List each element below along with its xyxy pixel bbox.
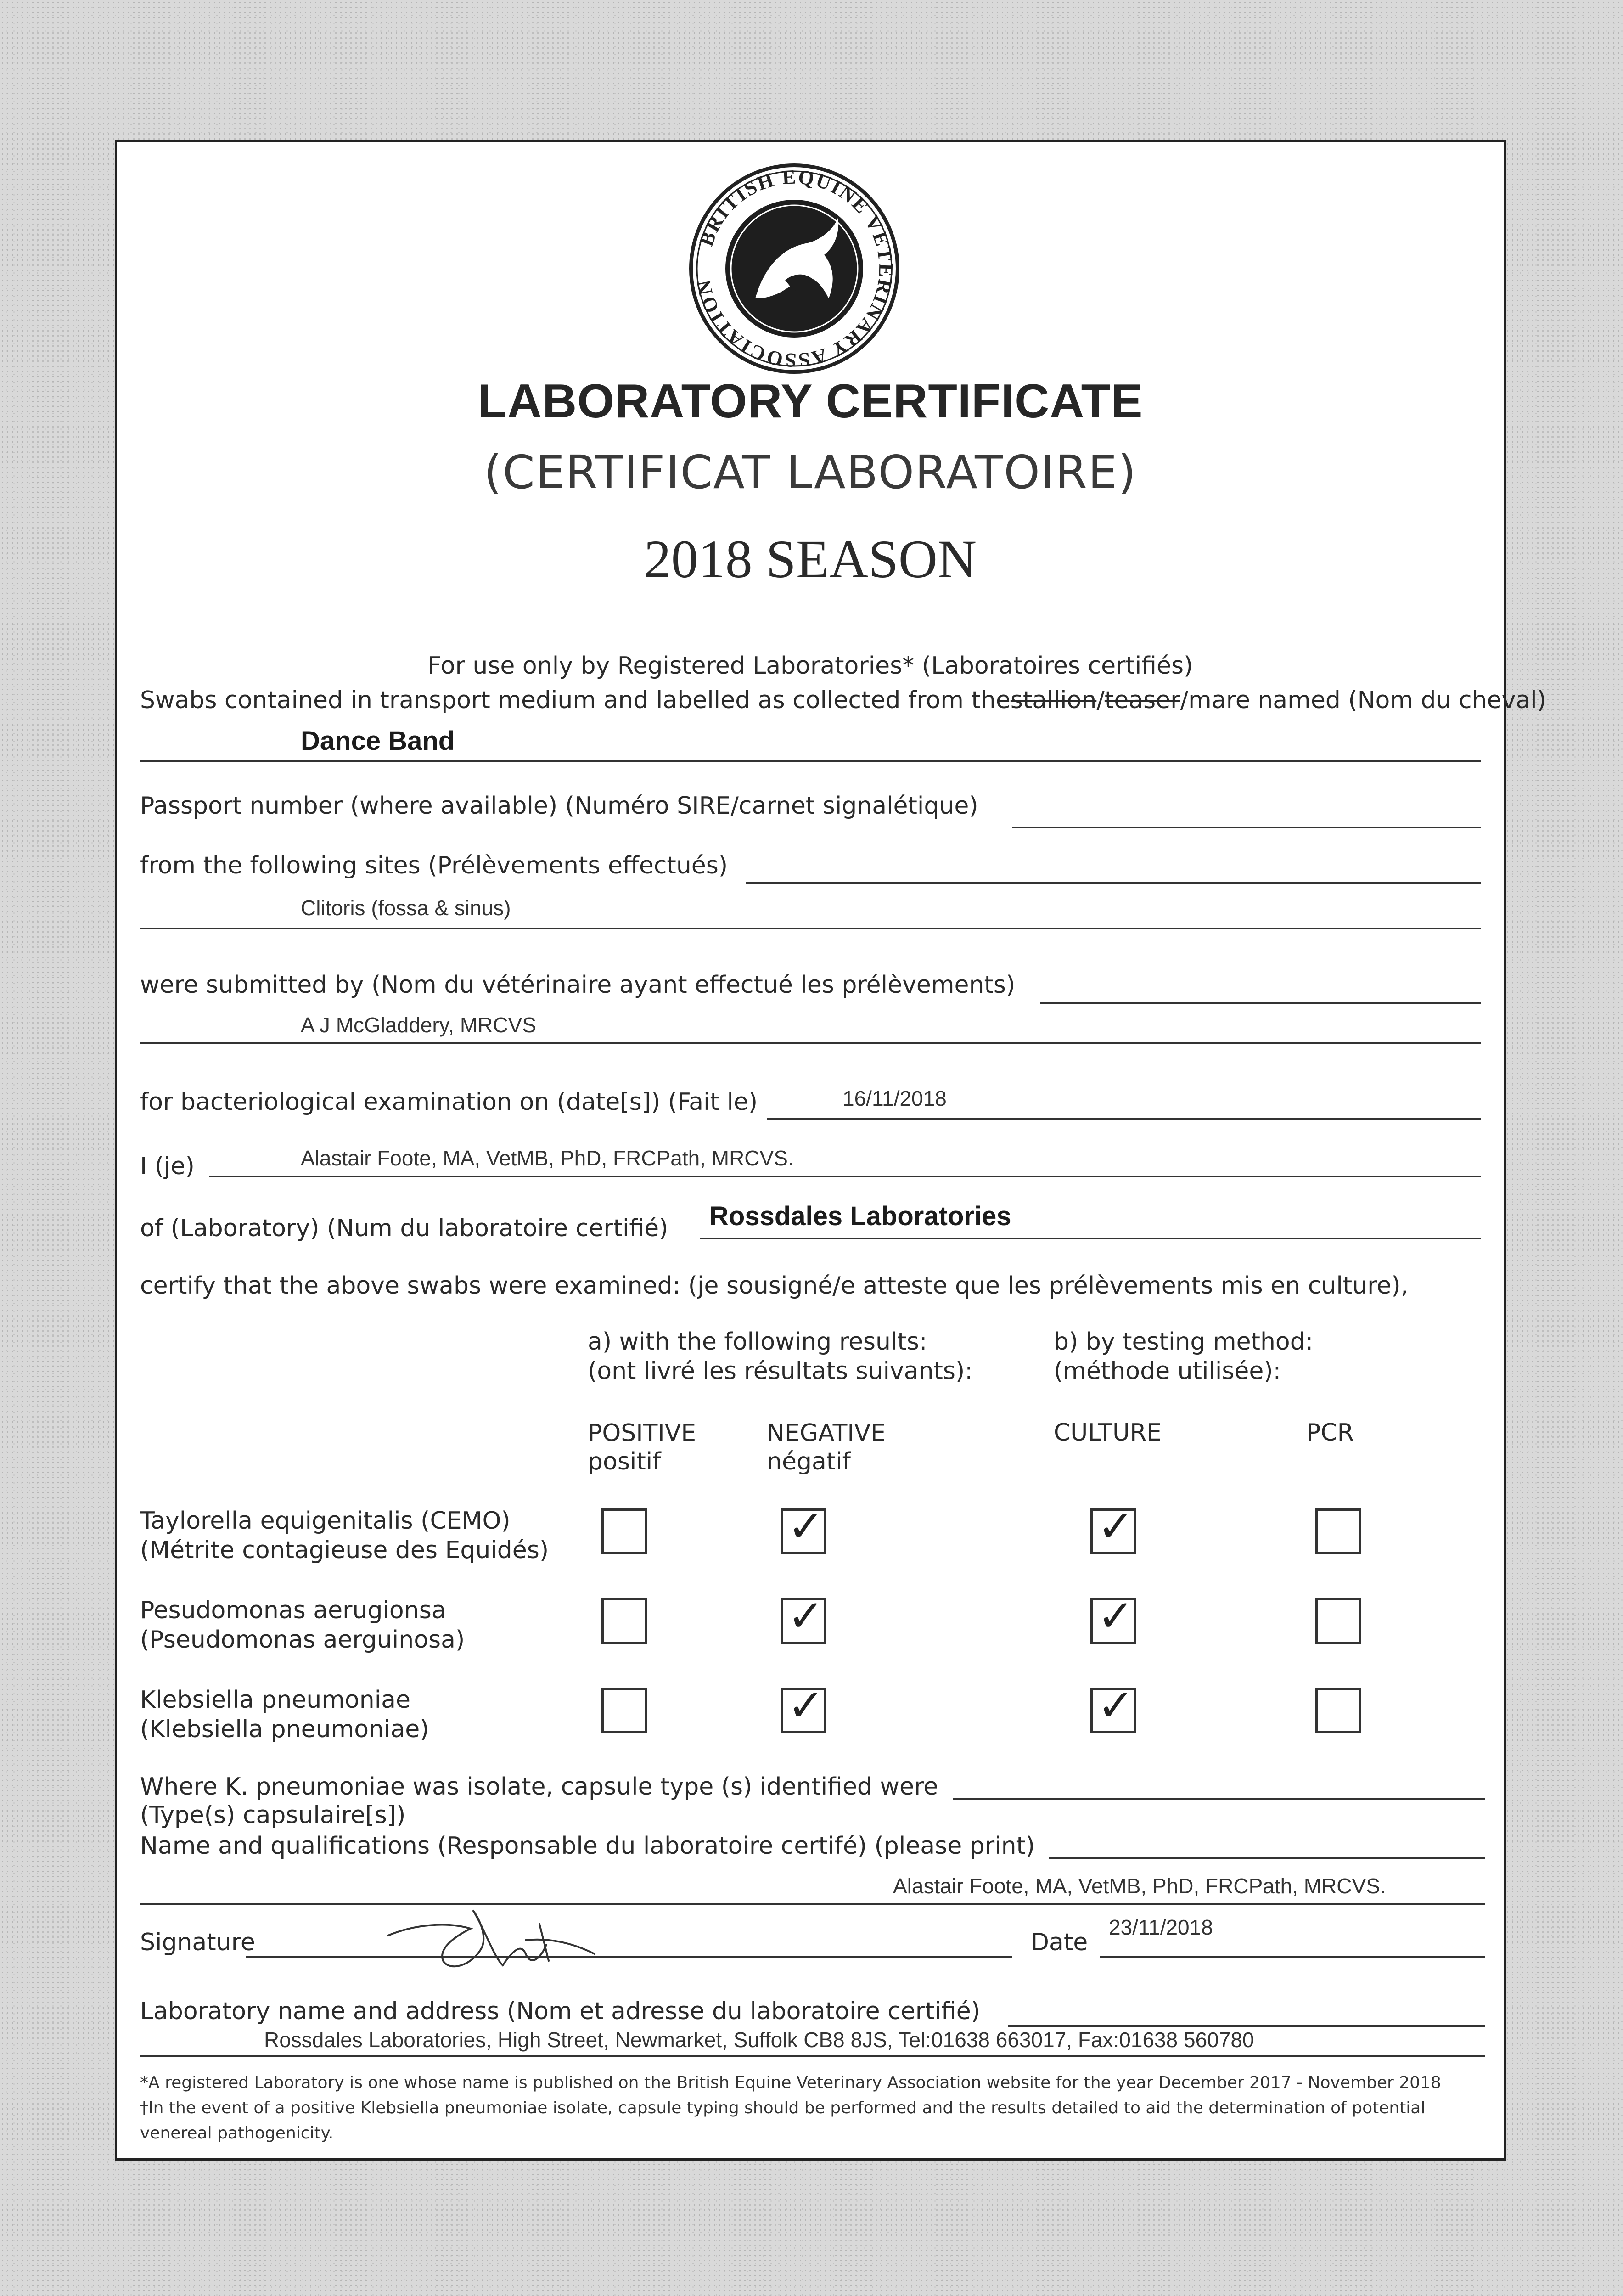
passport-label: Passport number (where available) (Numéro SIRE/carnet signalétique) — [140, 792, 978, 820]
exam-date-line — [767, 1118, 1481, 1120]
checkbox-taylorella-positive[interactable] — [601, 1508, 647, 1554]
result-row-taylorella: Taylorella equigenitalis (CEMO) (Métrite contagieuse des Equidés) — [140, 1507, 549, 1564]
laboratory-line — [700, 1238, 1481, 1239]
checkbox-klebsiella-positive[interactable] — [601, 1688, 647, 1733]
footnote-venereal: venereal pathogenicity. — [140, 2124, 334, 2143]
responsible-value: Alastair Foote, MA, VetMB, PhD, FRCPath, MRCVS. — [893, 1874, 1386, 1898]
season-heading: 2018 SEASON — [644, 529, 977, 589]
responsible-label: Name and qualifications (Responsable du laboratoire certifé) (please print) — [140, 1832, 1035, 1860]
signature-date-label: Date — [1031, 1929, 1088, 1956]
col-positive-header: POSITIVE positif — [588, 1419, 696, 1475]
stallion-struck: stallion — [1010, 687, 1097, 714]
checkmark-icon: ✓ — [1097, 1680, 1134, 1731]
result-row-pseudomonas: Pesudomonas aerugionsa (Pseudomonas aerguinosa) — [140, 1597, 465, 1654]
checkmark-icon: ✓ — [787, 1680, 825, 1731]
lab-address-value: Rossdales Laboratories, High Street, Newmarket, Suffolk CB8 8JS, Tel:01638 663017, Fax:01638 560780 — [264, 2028, 1254, 2052]
horse-name-value: Dance Band — [301, 726, 455, 756]
submitted-by-value: A J McGladdery, MRCVS — [301, 1013, 536, 1037]
capsule-line — [953, 1798, 1485, 1800]
sites-label: from the following sites (Prélèvements effectués) — [140, 852, 728, 879]
checkbox-pseudomonas-culture[interactable] — [1090, 1590, 1136, 1644]
checkbox-taylorella-negative[interactable] — [781, 1501, 826, 1554]
passport-line — [1012, 827, 1481, 828]
checkbox-klebsiella-culture[interactable] — [1090, 1680, 1136, 1733]
sites-line-2 — [140, 928, 1481, 929]
sites-line-1 — [746, 882, 1481, 884]
i-je-line — [209, 1176, 1481, 1177]
signature-line — [246, 1956, 1012, 1958]
signature-date-line — [1100, 1956, 1485, 1958]
horse-name-line — [140, 760, 1481, 762]
submitted-by-line-2 — [140, 1042, 1481, 1044]
intro-line-1: For use only by Registered Laboratories* (Laboratoires certifiés) — [427, 652, 1193, 680]
lab-address-label: Laboratory name and address (Nom et adresse du laboratoire certifié) — [140, 1998, 980, 2025]
checkmark-icon: ✓ — [1097, 1590, 1134, 1642]
result-row-klebsiella: Klebsiella pneumoniae (Klebsiella pneumoniae) — [140, 1686, 429, 1743]
laboratory-value: Rossdales Laboratories — [709, 1201, 1011, 1231]
footnote-klebsiella: †In the event of a positive Klebsiella pneumoniae isolate, capsule typing should be performed and the results detailed to aid the determination of potential — [140, 2099, 1426, 2117]
checkbox-pseudomonas-positive[interactable] — [601, 1598, 647, 1644]
footnote-registered-lab: *A registered Laboratory is one whose name is published on the British Equine Veterinary Association website for the year December 2017 - November 2018 — [140, 2073, 1441, 2092]
i-je-value: Alastair Foote, MA, VetMB, PhD, FRCPath, MRCVS. — [301, 1146, 794, 1170]
submitted-by-label: were submitted by (Nom du vétérinaire ayant effectué les prélèvements) — [140, 971, 1016, 999]
responsible-line-1 — [1049, 1857, 1485, 1859]
checkmark-icon: ✓ — [1097, 1501, 1134, 1552]
checkbox-pseudomonas-pcr[interactable] — [1315, 1598, 1361, 1644]
intro-line-2: Swabs contained in transport medium and labelled as collected from thestallion/teaser/mare named (Nom du cheval) — [140, 687, 1546, 714]
signature-label: Signature — [140, 1929, 255, 1956]
beva-seal-logo — [686, 161, 902, 377]
responsible-line-2 — [140, 1903, 1485, 1905]
handwritten-signature — [374, 1892, 604, 1984]
exam-date-label: for bacteriological examination on (date[s]) (Fait le) — [140, 1088, 758, 1116]
svg-text:BRITISH EQUINE VETERINARY ASSO: BRITISH EQUINE VETERINARY ASSOCIATION — [692, 165, 898, 372]
lab-address-line-2 — [140, 2055, 1485, 2057]
capsule-label: Where K. pneumoniae was isolate, capsule type (s) identified were (Type(s) capsulaire[s]) — [140, 1773, 938, 1829]
checkbox-pseudomonas-negative[interactable] — [781, 1590, 826, 1644]
title: LABORATORY CERTIFICATE — [477, 375, 1143, 428]
checkmark-icon: ✓ — [787, 1590, 825, 1642]
checkbox-taylorella-culture[interactable] — [1090, 1501, 1136, 1554]
certify-statement: certify that the above swabs were examined: (je sousigné/e atteste que les prélèvements mis en culture), — [140, 1272, 1409, 1300]
submitted-by-line-1 — [1040, 1002, 1481, 1004]
checkmark-icon: ✓ — [787, 1501, 825, 1552]
teaser-struck: teaser — [1104, 687, 1180, 714]
laboratory-label: of (Laboratory) (Num du laboratoire certifié) — [140, 1215, 668, 1242]
signature-date-value: 23/11/2018 — [1109, 1915, 1213, 1939]
checkbox-klebsiella-negative[interactable] — [781, 1680, 826, 1733]
col-pcr-header: PCR — [1306, 1419, 1354, 1446]
col-negative-header: NEGATIVE négatif — [767, 1419, 886, 1475]
results-heading-b: b) by testing method: (méthode utilisée): — [1054, 1328, 1314, 1385]
results-heading-a: a) with the following results: (ont livré les résultats suivants): — [588, 1328, 973, 1385]
checkbox-klebsiella-pcr[interactable] — [1315, 1688, 1361, 1733]
col-culture-header: CULTURE — [1054, 1419, 1162, 1446]
i-je-label: I (je) — [140, 1153, 195, 1180]
exam-date-value: 16/11/2018 — [842, 1086, 947, 1110]
lab-address-line-1 — [1008, 2025, 1485, 2027]
subtitle: (CERTIFICAT LABORATOIRE) — [483, 445, 1137, 499]
sites-value: Clitoris (fossa & sinus) — [301, 896, 511, 920]
certificate-page — [115, 140, 1546, 2161]
checkbox-taylorella-pcr[interactable] — [1315, 1508, 1361, 1554]
